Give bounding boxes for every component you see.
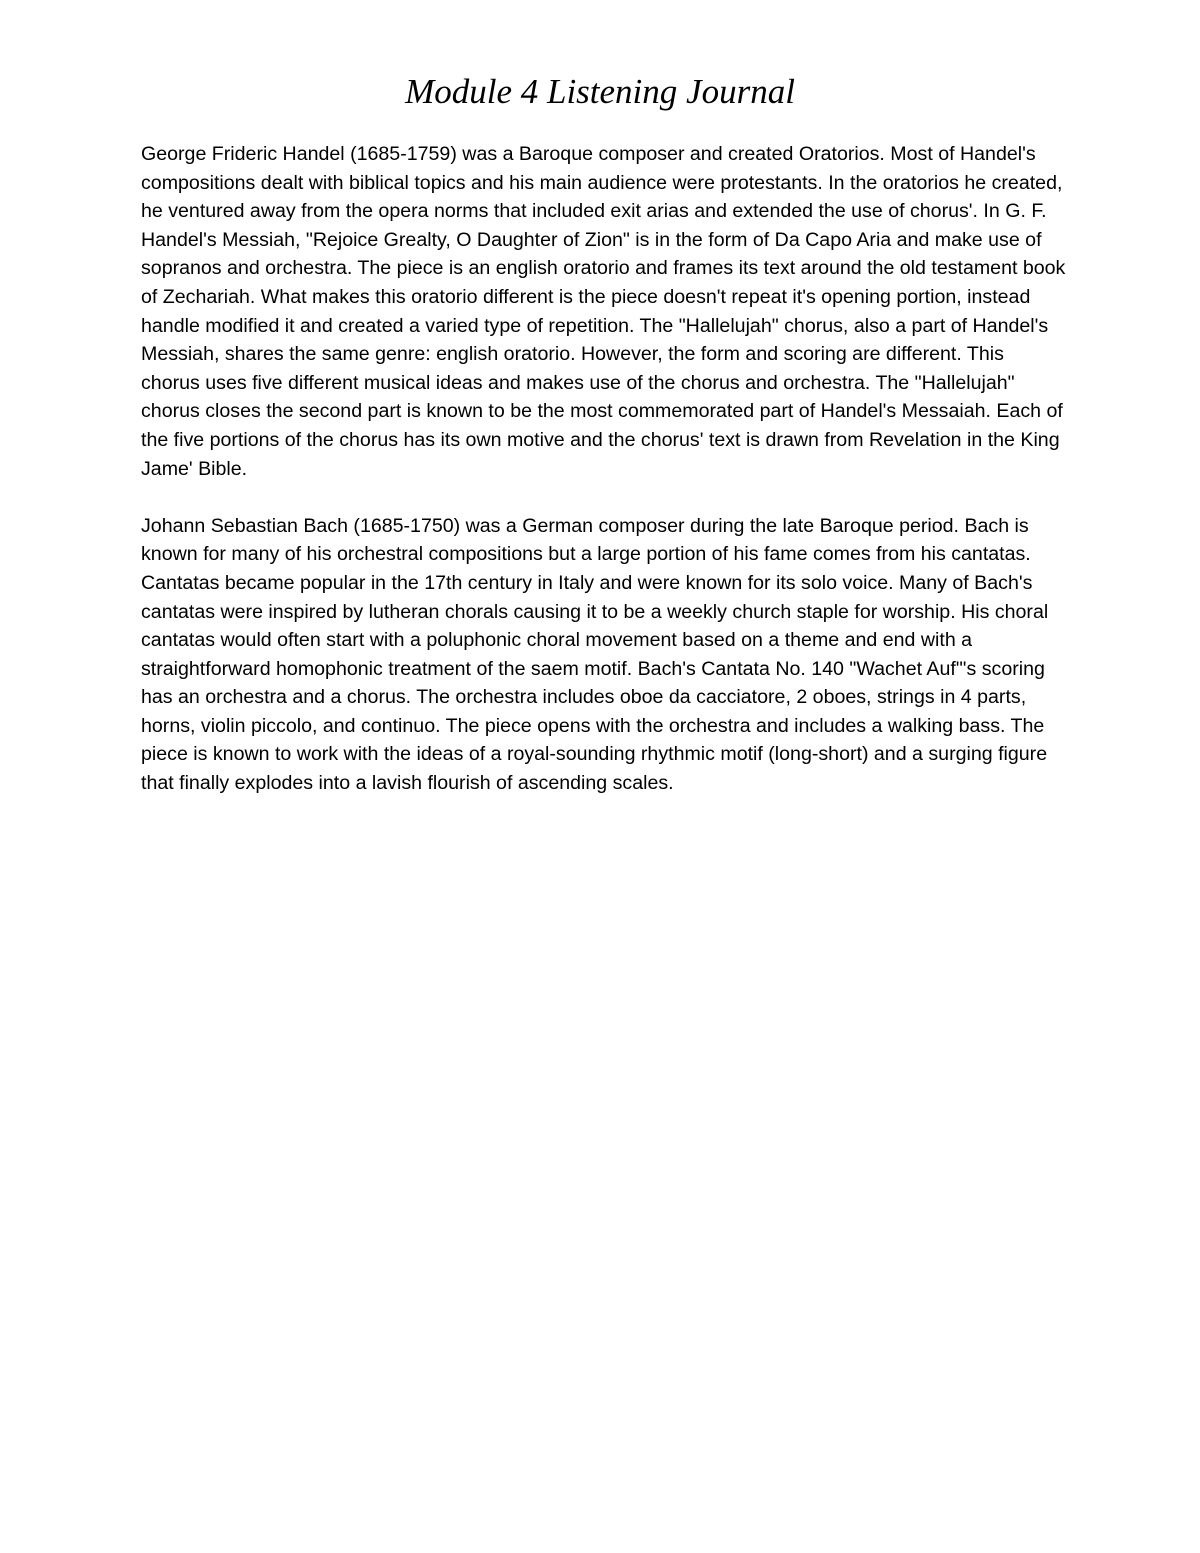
paragraph-handel: George Frideric Handel (1685-1759) was a Baroque composer and created Oratorios. Most of Handel's compositions dealt with biblical topics and his main audience were protestants. In the oratorios he created, he ventured away from the opera norms that included exit arias and extended the use of chorus'. In G. F. Handel's Messiah, "Rejoice Grealty, O Daughter of Zion" is in the form of Da Capo Aria and make use of sopranos and orchestra. The piece is an english oratorio and frames its text around the old testament book of Zechariah. What makes this oratorio different is the piece doesn't repeat it's opening portion, instead handle modified it and created a varied type of repetition. The "Hallelujah" chorus, also a part of Handel's Messiah, shares the same genre: english oratorio. However, the form and scoring are different. This chorus uses five different musical ideas and makes use of the chorus and orchestra. The "Hallelujah" chorus closes the second part is known to be the most commemorated part of Handel's Messaiah. Each of the five portions of the chorus has its own motive and the chorus' text is drawn from Revelation in the King Jame' Bible. [141,143,1066,480]
document-body [141,140,1066,826]
paragraph-bach: Johann Sebastian Bach (1685-1750) was a German composer during the late Baroque period. Bach is known for many of his orchestral compositions but a large portion of his fame comes from his cantatas. Cantatas became popular in the 17th century in Italy and were known for its solo voice. Many of Bach's cantatas were inspired by lutheran chorals causing it to be a weekly church staple for worship. His choral cantatas would often start with a poluphonic choral movement based on a theme and end with a straightforward homophonic treatment of the saem motif. Bach's Cantata No. 140 "Wachet Auf"'s scoring has an orchestra and a chorus. The orchestra includes oboe da cacciatore, 2 oboes, strings in 4 parts, horns, violin piccolo, and continuo. The piece opens with the orchestra and includes a walking bass. The piece is known to work with the ideas of a royal-sounding rhythmic motif (long-short) and a surging figure that finally explodes into a lavish flourish of ascending scales. [141,514,1049,795]
document-title: Module 4 Listening Journal [405,72,795,111]
